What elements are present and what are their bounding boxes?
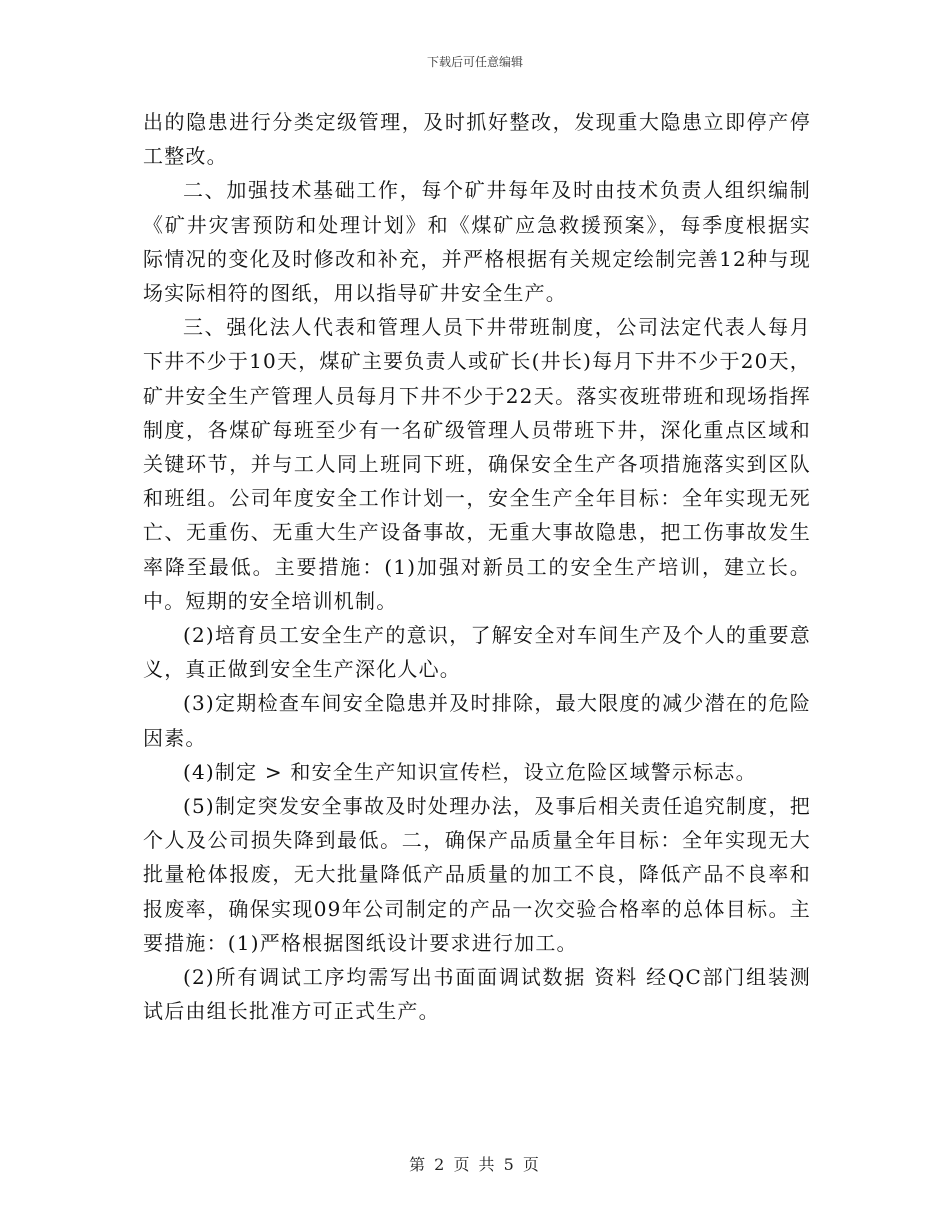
paragraph: (5)制定突发安全事故及时处理办法，及事后相关责任追究制度，把个人及公司损失降到最低。二，确保产品质量全年目标：全年实现无大批量枪体报废，无大批量降低产品质量的加工不良，降低产品不良率和报废率，确保实现09年公司制定的产品一次交验合格率的总体目标。主要措施：(1)严格根据图纸设计要求进行加工。 bbox=[143, 794, 811, 955]
paragraph: 出的隐患进行分类定级管理，及时抓好整改，发现重大隐患立即停产停工整改。 bbox=[143, 110, 811, 169]
paragraph: (2)所有调试工序均需写出书面面调试数据 资料 经QC部门组装测试后由组长批准方可正式生产。 bbox=[143, 965, 811, 1024]
paragraph: 二、加强技术基础工作，每个矿井每年及时由技术负责人组织编制《矿井灾害预防和处理计划》和《煤矿应急救援预案》，每季度根据实际情况的变化及时修改和补充，并严格根据有关规定绘制完善12种与现场实际相符的图纸，用以指导矿井安全生产。 bbox=[143, 178, 811, 306]
document-body bbox=[143, 105, 811, 1028]
paragraph: (2)培育员工安全生产的意识，了解安全对车间生产及个人的重要意义，真正做到安全生产深化人心。 bbox=[143, 623, 811, 682]
page-header-note: 下载后可任意编辑 bbox=[426, 55, 523, 69]
paragraph: (3)定期检查车间安全隐患并及时排除，最大限度的减少潜在的危险因素。 bbox=[143, 691, 811, 750]
paragraph: (4)制定 > 和安全生产知识宣传栏，设立危险区域警示标志。 bbox=[183, 759, 757, 784]
page-number: 第 2 页 共 5 页 bbox=[409, 1155, 541, 1174]
paragraph: 三、强化法人代表和管理人员下井带班制度，公司法定代表人每月下井不少于10天，煤矿主要负责人或矿长(井长)每月下井不少于20天，矿井安全生产管理人员每月下井不少于22天。落实夜班带班和现场指挥制度，各煤矿每班至少有一名矿级管理人员带班下井，深化重点区域和关键环节，并与工人同上班同下班，确保安全生产各项措施落实到区队和班组。公司年度安全工作计划一，安全生产全年目标：全年实现无死亡、无重伤、无重大生产设备事故，无重大事故隐患，把工伤事故发生率降至最低。主要措施：(1)加强对新员工的安全生产培训，建立长。中。短期的安全培训机制。 bbox=[143, 315, 811, 613]
